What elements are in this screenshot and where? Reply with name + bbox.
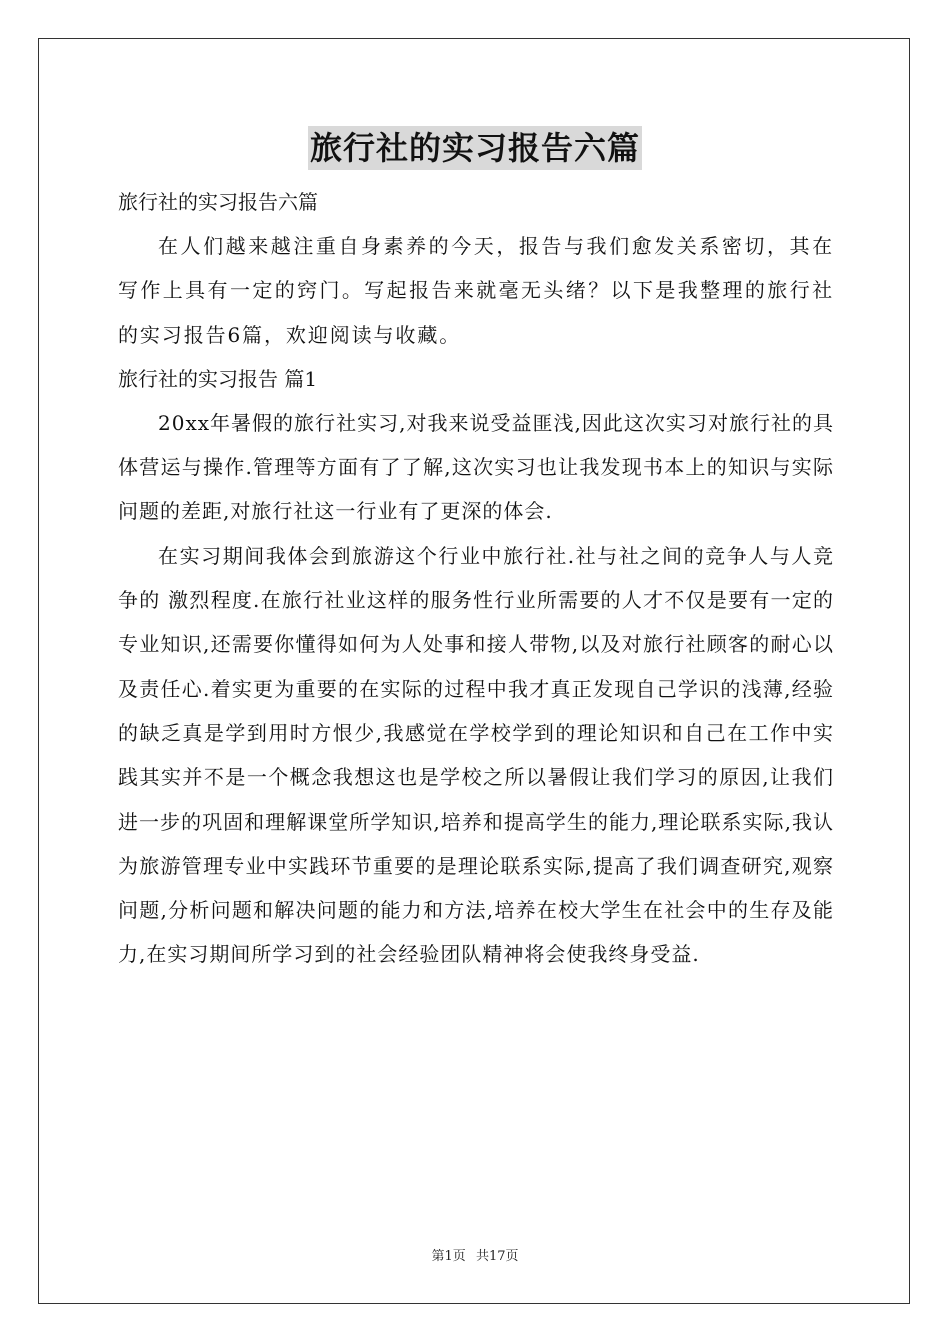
body-paragraph-2: 在实习期间我体会到旅游这个行业中旅行社.社与社之间的竞争人与人竞争的 激烈程度.在旅行社业这样的服务性行业所需要的人才不仅是要有一定的专业知识,还需要你懂得如何为人处事和接人带物,以及对旅行社顾客的耐心以及责任心.着实更为重要的在实际的过程中我才真正发现自己学识的浅薄,经验的缺乏真是学到用时方恨少,我感觉在学校学到的理论知识和自己在工作中实践其实并不是一个概念我想这也是学校之所以暑假让我们学习的原因,让我们进一步的巩固和理解课堂所学知识,培养和提高学生的能力,理论联系实际,我认为旅游管理专业中实践环节重要的是理论联系实际,提高了我们调查研究,观察问题,分析问题和解决问题的能力和方法,培养在校大学生在社会中的生存及能力,在实习期间所学习到的社会经验团队精神将会使我终身受益. <box>118 543 834 967</box>
document-body <box>118 180 834 977</box>
body-paragraph-1: 20xx年暑假的旅行社实习,对我来说受益匪浅,因此这次实习对旅行社的具体营运与操作.管理等方面有了了解,这次实习也让我发现书本上的知识与实际问题的差距,对旅行社这一行业有了更深的体会. <box>118 410 834 524</box>
section-heading: 旅行社的实习报告 篇1 <box>118 366 318 391</box>
document-subtitle: 旅行社的实习报告六篇 <box>118 190 318 214</box>
document-title: 旅行社的实习报告六篇 <box>308 126 642 170</box>
page-number: 第1页 <box>431 1249 466 1264</box>
intro-paragraph: 在人们越来越注重自身素养的今天，报告与我们愈发关系密切，其在写作上具有一定的窍门。写起报告来就毫无头绪？以下是我整理的旅行社的实习报告6篇，欢迎阅读与收藏。 <box>118 234 834 347</box>
page-footer <box>0 1247 950 1267</box>
page-total: 共17页 <box>475 1249 519 1264</box>
title-container <box>0 126 950 170</box>
